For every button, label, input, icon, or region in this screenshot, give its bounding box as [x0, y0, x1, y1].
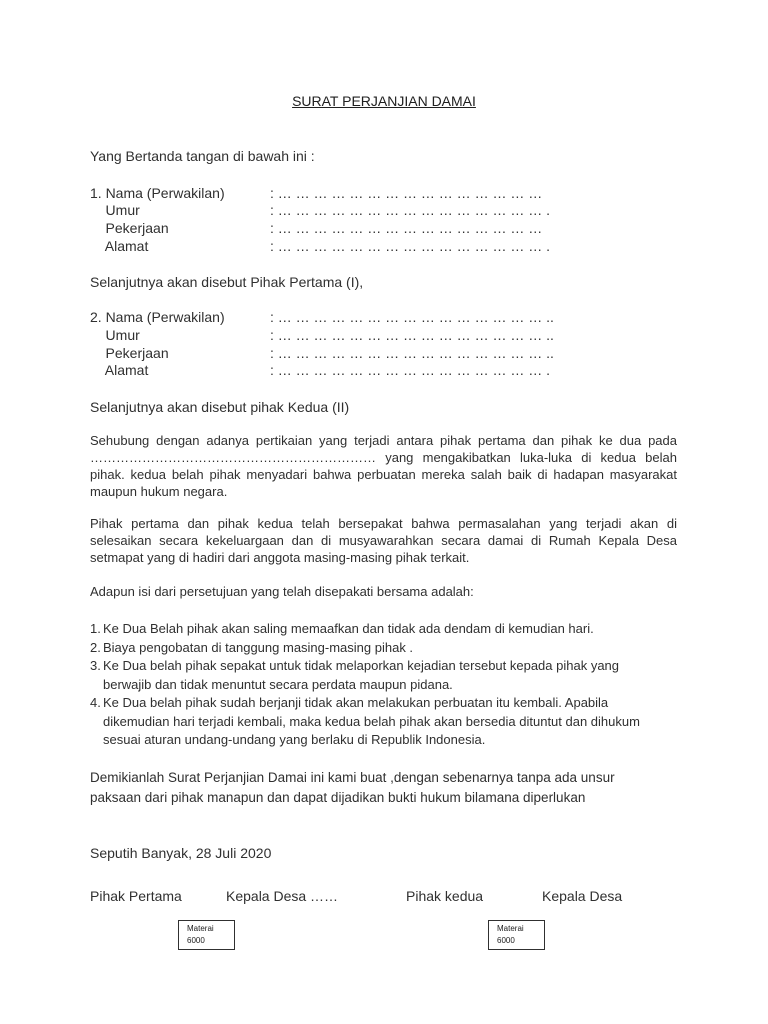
- list-number: 4.: [90, 695, 101, 710]
- party2-designation: Selanjutnya akan disebut pihak Kedua (II): [90, 399, 350, 415]
- list-text: Biaya pengobatan di tanggung masing-masing pihak .: [103, 640, 414, 655]
- field-value: : … … … … … … … … … … … … … … …: [270, 185, 543, 201]
- signatory-pihak-kedua: Pihak kedua: [406, 888, 484, 904]
- list-number: 1.: [90, 621, 101, 636]
- field-value: : … … … … … … … … … … … … … … … ..: [270, 327, 554, 343]
- materai-stamp: [178, 920, 235, 950]
- stamp-line: Materai: [497, 924, 524, 933]
- stamp-line: 6000: [497, 936, 515, 945]
- party1-job-row: [90, 219, 690, 237]
- field-value: : … … … … … … … … … … … … … … … ..: [270, 345, 554, 361]
- party1-name-row: [90, 184, 690, 202]
- place-date: Seputih Banyak, 28 Juli 2020: [90, 845, 272, 861]
- list-text: Ke Dua belah pihak sepakat untuk tidak melaporkan kejadian tersebut kepada pihak yang berwajib dan tidak menuntut secara perdata maupun pidana.: [103, 658, 620, 692]
- closing-statement: Demikianlah Surat Perjanjian Damai ini kami buat ,dengan sebenarnya tanpa ada unsur paksaan dari pihak manapun dan dapat dijadikan bukti hukum bilamana diperlukan: [90, 770, 615, 805]
- agreement-intro: Adapun isi dari persetujuan yang telah disepakati bersama adalah:: [90, 584, 474, 599]
- list-text: Ke Dua belah pihak sudah berjanji tidak akan melakukan perbuatan itu kembali. Apabila dikemudian hari terjadi kembali, maka kedua belah pihak akan bersedia dituntut dan dihukum sesuai aturan undang-undang yang berlaku di Republik Indonesia.: [103, 695, 640, 747]
- field-label: Umur: [90, 202, 140, 218]
- materai-stamp: [488, 920, 545, 950]
- signatory-kepala-desa-2: Kepala Desa: [542, 888, 623, 904]
- field-label: Pekerjaan: [90, 345, 169, 361]
- intro-text: Yang Bertanda tangan di bawah ini :: [90, 148, 315, 164]
- field-label: Pekerjaan: [90, 220, 169, 236]
- field-label: 2. Nama (Perwakilan): [90, 309, 225, 325]
- party2-address-row: [90, 361, 690, 379]
- field-value: : … … … … … … … … … … … … … … … ..: [270, 309, 554, 325]
- party2-name-row: [90, 308, 690, 326]
- party2-age-row: [90, 326, 690, 344]
- party1-age-row: [90, 201, 690, 219]
- stamp-line: Materai: [187, 924, 214, 933]
- signatory-kepala-desa-1: Kepala Desa ……: [226, 888, 339, 904]
- field-label: Alamat: [90, 238, 149, 254]
- party1-address-row: [90, 237, 690, 255]
- list-number: 2.: [90, 640, 101, 655]
- stamp-line: 6000: [187, 936, 205, 945]
- paragraph-incident: Sehubung dengan adanya pertikaian yang terjadi antara pihak pertama dan pihak ke dua pada ………………………………………………………… yang mengakibatkan luka-luka di kedua belah pihak. kedua belah pihak menyadari bahwa perbuatan mereka salah baik di hadapan masyarakat maupun hukum negara.: [90, 433, 677, 499]
- field-value: : … … … … … … … … … … … … … … …: [270, 220, 543, 236]
- field-value: : … … … … … … … … … … … … … … … .: [270, 362, 551, 378]
- party2-job-row: [90, 344, 690, 362]
- signatory-pihak-pertama: Pihak Pertama: [90, 888, 182, 904]
- field-value: : … … … … … … … … … … … … … … … .: [270, 238, 551, 254]
- list-number: 3.: [90, 658, 101, 673]
- document-title: SURAT PERJANJIAN DAMAI: [292, 93, 476, 109]
- field-label: 1. Nama (Perwakilan): [90, 185, 225, 201]
- list-text: Ke Dua Belah pihak akan saling memaafkan dan tidak ada dendam di kemudian hari.: [103, 621, 594, 636]
- paragraph-settlement: Pihak pertama dan pihak kedua telah bersepakat bahwa permasalahan yang terjadi akan di selesaikan secara kekeluargaan dan di musyawarahkan secara damai di Rumah Kepala Desa setmapat yang di hadiri dari anggota masing-masing pihak terkait.: [90, 516, 677, 565]
- field-label: Umur: [90, 327, 140, 343]
- field-value: : … … … … … … … … … … … … … … … .: [270, 202, 551, 218]
- party1-designation: Selanjutnya akan disebut Pihak Pertama (I),: [90, 274, 364, 290]
- field-label: Alamat: [90, 362, 149, 378]
